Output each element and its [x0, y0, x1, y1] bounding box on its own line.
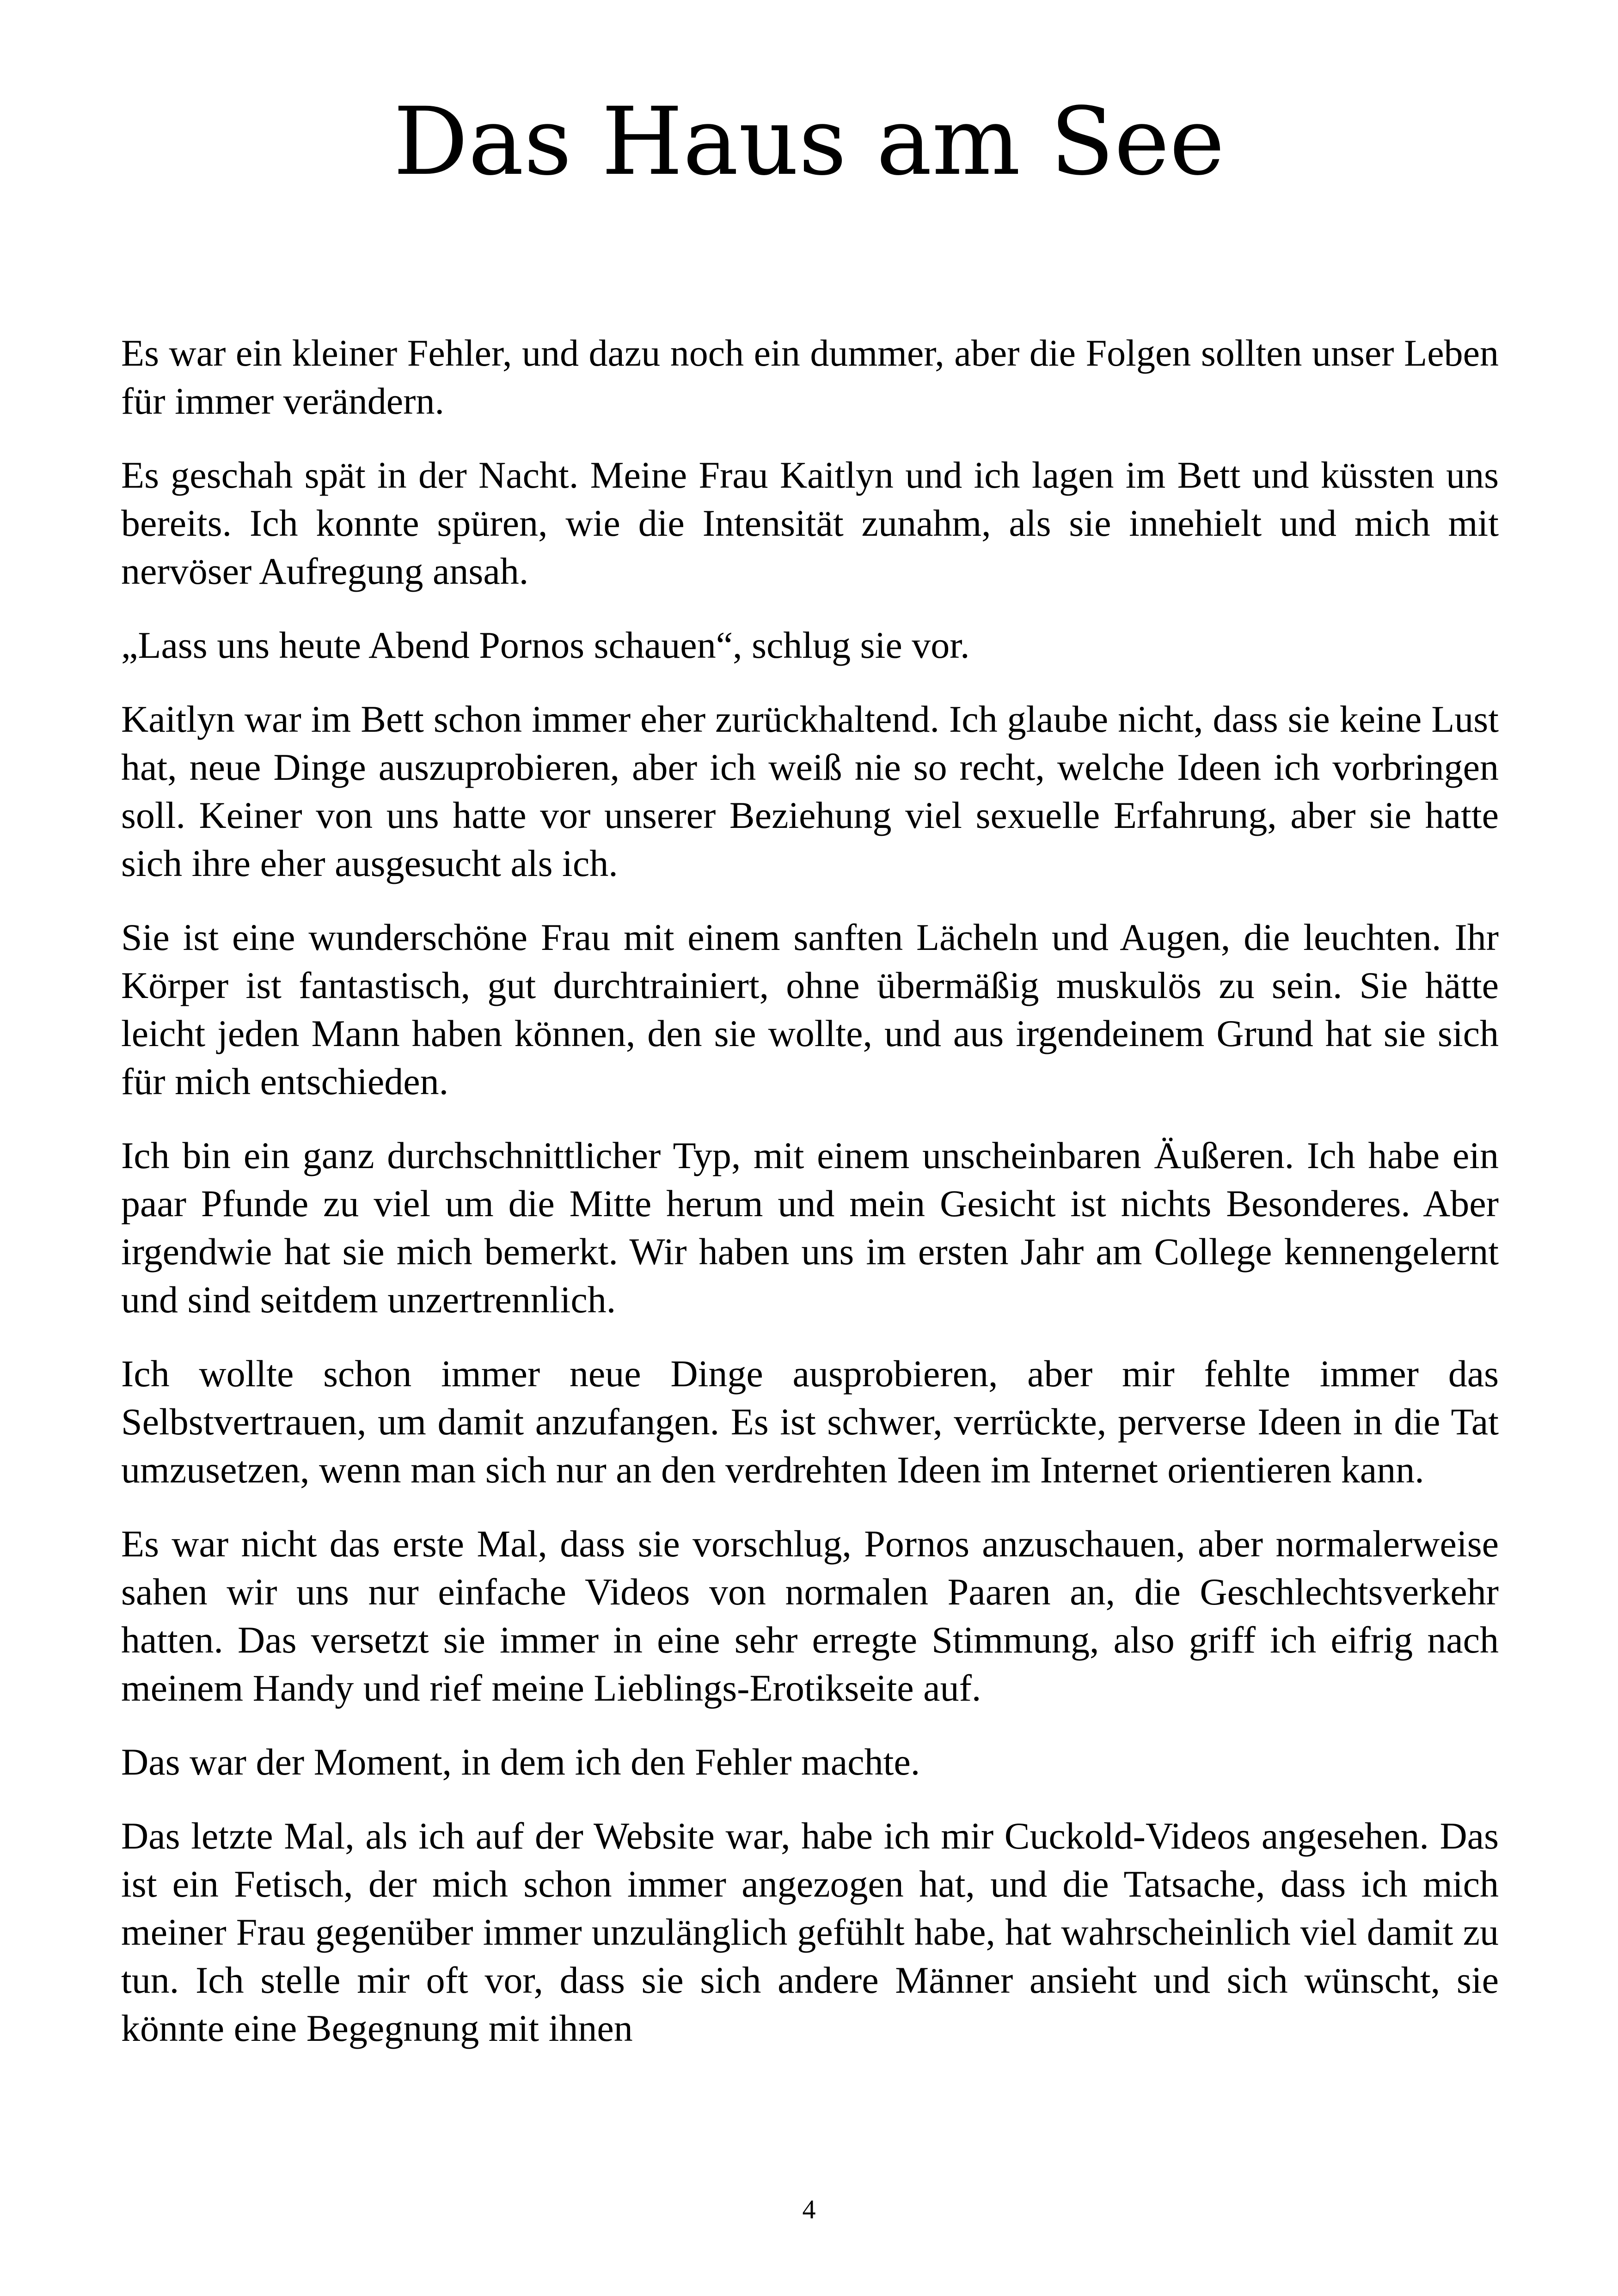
body-text [121, 329, 1499, 2078]
page-title: Das Haus am See [393, 87, 1225, 196]
paragraph-2: Es geschah spät in der Nacht. Meine Frau Kaitlyn und ich lagen im Bett und küssten uns bereits. Ich konnte spüren, wie die Intensität zunahm, als sie innehielt und mich mit nervöser Aufregung ansah. [121, 454, 1499, 592]
paragraph-9: Das war der Moment, in dem ich den Fehler machte. [121, 1741, 920, 1783]
paragraph-1: Es war ein kleiner Fehler, und dazu noch ein dummer, aber die Folgen sollten unser Leben für immer verändern. [121, 332, 1499, 422]
paragraph-5: Sie ist eine wunderschöne Frau mit einem sanften Lächeln und Augen, die leuchten. Ihr Körper ist fantastisch, gut durchtrainiert, ohne übermäßig muskulös zu sein. Sie hätte leicht jeden Mann haben können, den sie wollte, und aus irgendeinem Grund hat sie sich für mich entschieden. [121, 916, 1499, 1102]
page-number: 4 [802, 2194, 816, 2224]
paragraph-10: Das letzte Mal, als ich auf der Website war, habe ich mir Cuckold-Videos angesehen. Das ist ein Fetisch, der mich schon immer angezogen hat, und die Tatsache, dass ich mich meiner Frau gegenüber immer unzulänglich gefühlt habe, hat wahrscheinlich viel damit zu tun. Ich stelle mir oft vor, dass sie sich andere Männer ansieht und sich wünscht, sie könnte eine Begegnung mit ihnen [121, 1815, 1499, 2049]
paragraph-3: „Lass uns heute Abend Pornos schauen“, schlug sie vor. [121, 624, 970, 666]
paragraph-8: Es war nicht das erste Mal, dass sie vorschlug, Pornos anzuschauen, aber normalerweise sahen wir uns nur einfache Videos von normalen Paaren an, die Geschlechtsverkehr hatten. Das versetzt sie immer in eine sehr erregte Stimmung, also griff ich eifrig nach meinem Handy und rief meine Lieblings-Erotikseite auf. [121, 1523, 1499, 1709]
paragraph-4: Kaitlyn war im Bett schon immer eher zurückhaltend. Ich glaube nicht, dass sie keine Lust hat, neue Dinge auszuprobieren, aber ich weiß nie so recht, welche Ideen ich vorbringen soll. Keiner von uns hatte vor unserer Beziehung viel sexuelle Erfahrung, aber sie hatte sich ihre eher ausgesucht als ich. [121, 698, 1499, 884]
paragraph-6: Ich bin ein ganz durchschnittlicher Typ, mit einem unscheinbaren Äußeren. Ich habe ein paar Pfunde zu viel um die Mitte herum und mein Gesicht ist nichts Besonderes. Aber irgendwie hat sie mich bemerkt. Wir haben uns im ersten Jahr am College kennengelernt und sind seitdem unzertrennlich. [121, 1134, 1499, 1321]
paragraph-7: Ich wollte schon immer neue Dinge ausprobieren, aber mir fehlte immer das Selbstvertrauen, um damit anzufangen. Es ist schwer, verrückte, perverse Ideen in die Tat umzusetzen, wenn man sich nur an den verdrehten Ideen im Internet orientieren kann. [121, 1353, 1499, 1491]
